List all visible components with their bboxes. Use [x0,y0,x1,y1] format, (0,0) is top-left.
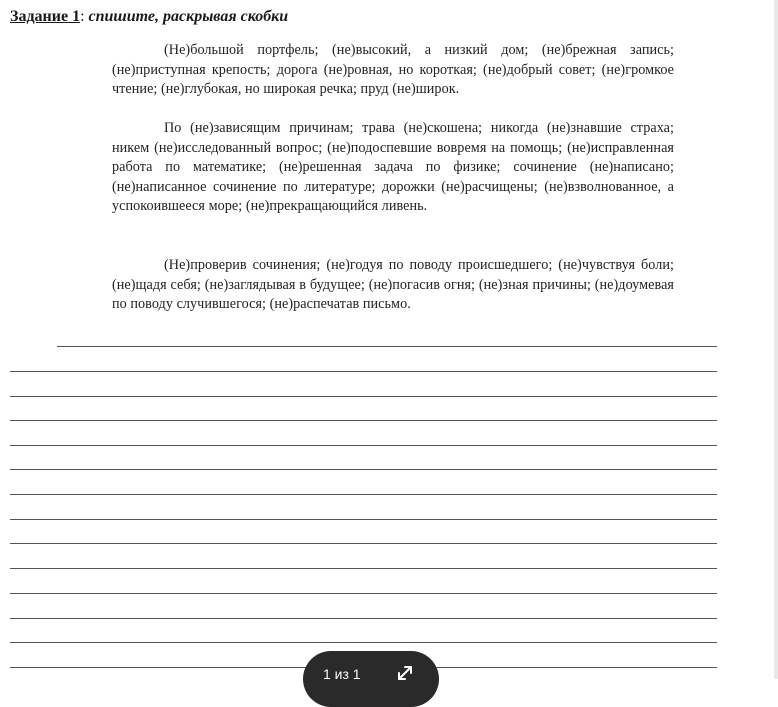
writing-line [10,469,717,470]
writing-line [10,494,717,495]
writing-line [10,642,717,643]
writing-line [10,543,717,544]
exercise-paragraph-3: (Не)проверив сочинения; (не)годуя по поводу происшедшего; (не)чувствуя боли; (не)щадя себя; (не)заглядывая в будущее; (не)погасив огня; (не)зная причины; (не)доумевая по поводу случившегося; (не)распечатав письмо. [112,257,674,312]
writing-line [10,568,717,569]
page-edge [774,0,778,679]
exercise-paragraph-1: (Не)большой портфель; (не)высокий, а низкий дом; (не)брежная запись; (не)приступная крепость; дорога (не)ровная, но короткая; (не)добрый совет; (не)громкое чтение; (не)глубокая, но широкая речка; пруд (не)широк. [112,42,674,97]
expand-icon[interactable] [395,663,415,683]
writing-line [10,371,717,372]
exercise-paragraph-2: По (не)зависящим причинам; трава (не)скошена; никогда (не)знавшие страха; никем (не)исследованный вопрос; (не)подоспевшие вовремя на помощь; (не)исправленная работа по математике; (не)решенная задача по физике; сочинение (не)написано; (не)написанное сочинение по литературе; дорожки (не)расчищены; (не)взволнованное, а успокоившееся море; (не)прекращающийся ливень. [112,120,674,214]
writing-line [10,593,717,594]
page-navigator [303,651,439,707]
writing-line [57,346,717,347]
page-indicator: 1 из 1 [323,666,361,682]
task-label: Задание 1 [10,8,81,25]
writing-line [10,420,717,421]
task-instruction: спишите, раскрывая скобки [88,8,289,25]
writing-line [10,618,717,619]
writing-line [10,519,717,520]
writing-line [10,396,717,397]
task-separator: : [80,8,89,25]
task-title [10,8,288,26]
writing-line [10,445,717,446]
